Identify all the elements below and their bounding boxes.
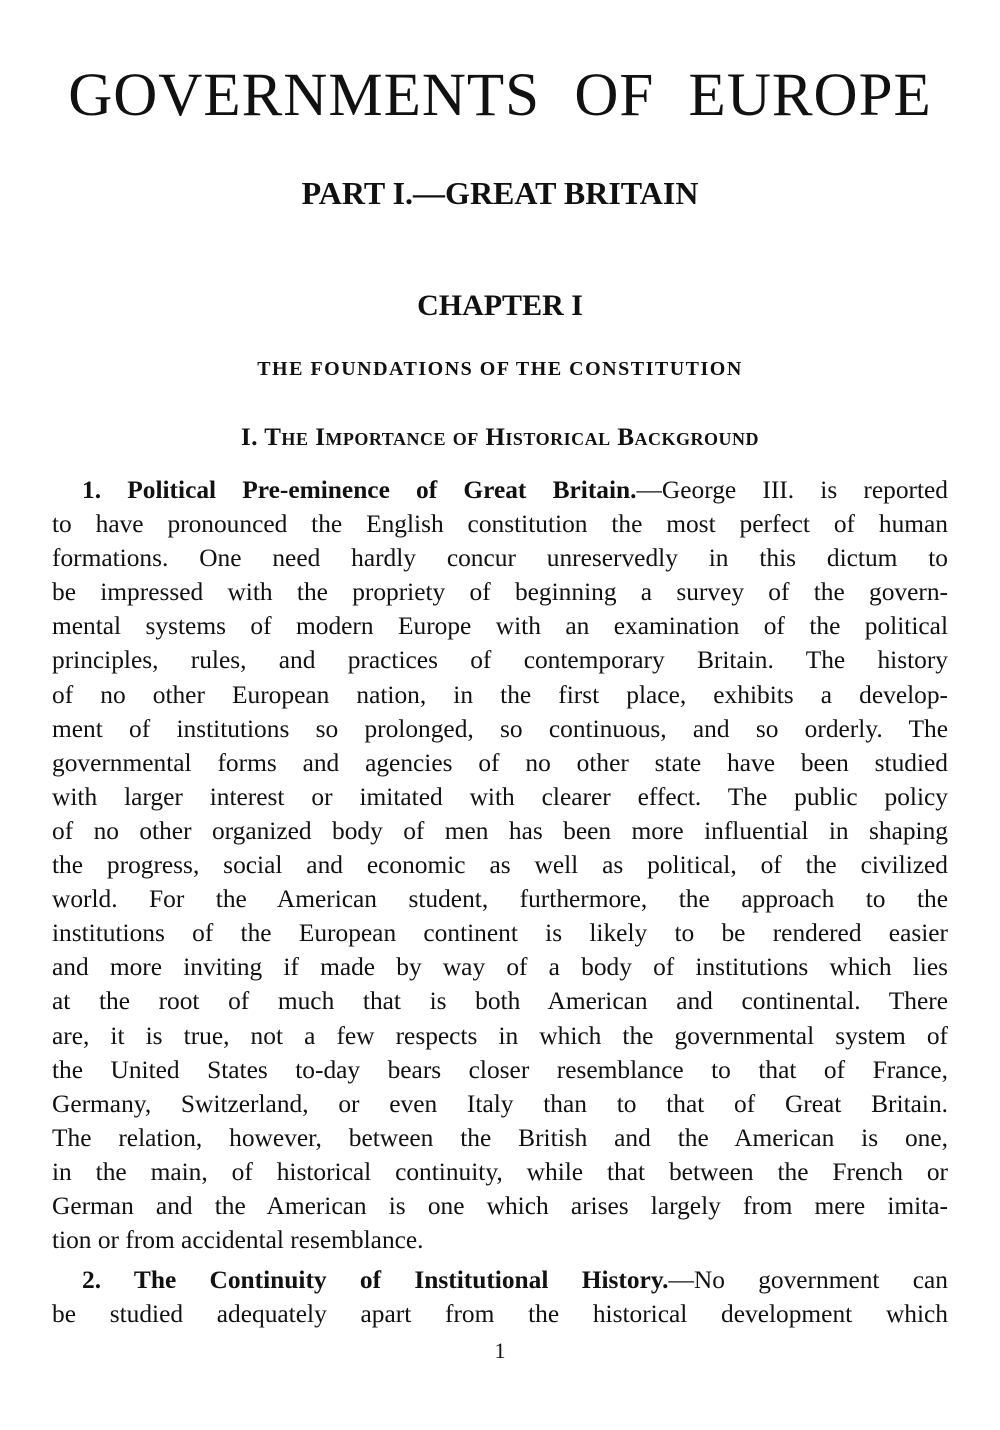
paragraph-line: formations. One need hardly concur unreservedly in this dictum to <box>52 544 948 573</box>
paragraph-line: of no other organized body of men has been more influential in shaping <box>52 816 948 845</box>
paragraph-line: tion or from accidental resemblance. <box>52 1226 424 1255</box>
paragraph-line: world. For the American student, furthermore, the approach to the <box>52 885 948 914</box>
paragraph-line: in the main, of historical continuity, while that between the French or <box>52 1157 948 1186</box>
paragraph-line: The relation, however, between the British and the American is one, <box>52 1123 948 1152</box>
paragraph-line: are, it is true, not a few respects in which the governmental system of <box>52 1021 948 1050</box>
paragraph-line-text: —George III. is reported <box>636 476 948 504</box>
paragraph-line: be impressed with the propriety of beginning a survey of the govern- <box>52 578 948 607</box>
paragraph-line: at the root of much that is both American and continental. There <box>52 987 948 1016</box>
paragraph-line: mental systems of modern Europe with an examination of the political <box>52 612 948 641</box>
paragraph-line: the United States to-day bears closer resemblance to that of France, <box>52 1055 948 1084</box>
paragraph-lead: 1. Political Pre-eminence of Great Britain. <box>82 476 637 504</box>
paragraph-political-pre-eminence <box>52 473 948 1257</box>
paragraph-line: ment of institutions so prolonged, so continuous, and so orderly. The <box>52 714 948 743</box>
paragraph-line: German and the American is one which arises largely from mere imita- <box>52 1191 948 1220</box>
chapter-subtitle: THE FOUNDATIONS OF THE CONSTITUTION <box>257 358 743 380</box>
paragraph-line <box>52 473 948 507</box>
chapter-title: CHAPTER I <box>417 289 583 322</box>
paragraph-line: governmental forms and agencies of no other state have been studied <box>52 748 948 777</box>
book-title: GOVERNMENTS OF EUROPE <box>68 62 932 129</box>
paragraph-line: of no other European nation, in the first place, exhibits a develop- <box>52 680 948 709</box>
paragraph-line: with larger interest or imitated with clearer effect. The public policy <box>52 782 948 811</box>
part-title: PART I.—GREAT BRITAIN <box>301 175 699 211</box>
paragraph-line: institutions of the European continent is likely to be rendered easier <box>52 919 948 948</box>
paragraph-line: principles, rules, and practices of contemporary Britain. The history <box>52 646 948 675</box>
page-number: 1 <box>494 1338 506 1363</box>
paragraph-line: to have pronounced the English constitution the most perfect of human <box>52 510 948 539</box>
paragraph-line: Germany, Switzerland, or even Italy than to that of Great Britain. <box>52 1089 948 1118</box>
paragraph-lead: 2. The Continuity of Institutional History. <box>82 1266 669 1294</box>
paragraph-line: the progress, social and economic as well as political, of the civilized <box>52 851 948 880</box>
paragraph-line: be studied adequately apart from the historical development which <box>52 1300 948 1329</box>
paragraph-line <box>52 1263 948 1297</box>
section-heading: I. The Importance of Historical Background <box>240 424 760 451</box>
paragraph-continuity-of-institutional-history <box>52 1263 948 1331</box>
paragraph-line: and more inviting if made by way of a body of institutions which lies <box>52 953 948 982</box>
paragraph-line-text: —No government can <box>668 1266 948 1294</box>
